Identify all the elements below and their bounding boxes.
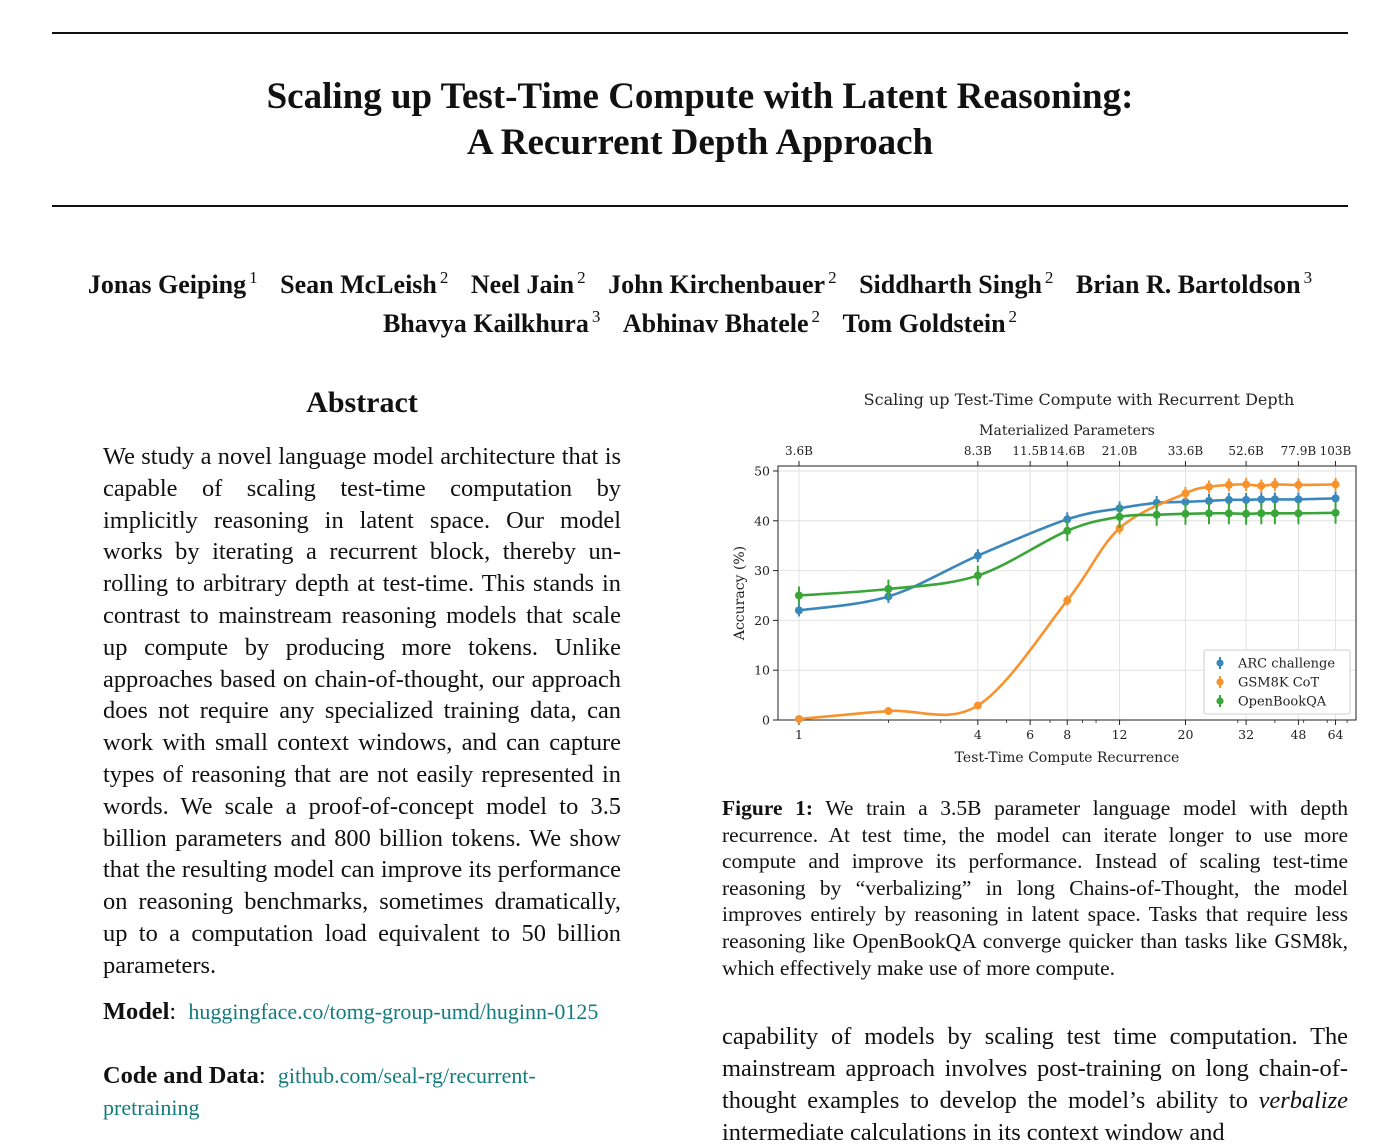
body-text-emphasis: verbalize (1258, 1087, 1348, 1114)
author (471, 262, 586, 301)
y-tick-label: 40 (754, 513, 770, 529)
data-point (1205, 509, 1213, 517)
data-point (1116, 513, 1124, 521)
bottom-rule (52, 205, 1348, 207)
figure-caption (722, 795, 1348, 981)
top-tick-label: 52.6B (1228, 444, 1264, 458)
x-tick-label: 1 (794, 727, 803, 742)
y-tick-label: 20 (754, 612, 770, 628)
data-point (884, 585, 892, 593)
x-tick-label: 6 (1026, 727, 1035, 742)
author-affiliation: 2 (811, 307, 821, 326)
author-affiliation: 2 (1044, 268, 1054, 287)
caption-text: We train a 3.5B parameter language model with depth recurrence. At test time, the model can iterate longer to use more compute and improve its performance. Instead of scaling test-time reasoning by “verbalizing” in long Chains-of-Thought, the model improves entirely by reasoning in latent space. Tasks that require less reasoning like OpenBookQA converge quicker than tasks like GSM8k, which effectively make use of more compute. (722, 796, 1348, 980)
data-point (1242, 480, 1250, 488)
author (623, 301, 820, 340)
data-point (1181, 510, 1189, 518)
data-point (1332, 494, 1340, 502)
x-axis-label: Test-Time Compute Recurrence (954, 750, 1180, 766)
legend-label: OpenBookQA (1238, 694, 1327, 710)
data-point (1257, 482, 1265, 490)
data-point (1225, 509, 1233, 517)
data-point (1271, 495, 1279, 503)
author-affiliation: 3 (591, 307, 601, 326)
legend-label: GSM8K CoT (1238, 675, 1320, 691)
author-name: Brian R. Bartoldson (1075, 270, 1301, 299)
author-list (52, 262, 1348, 340)
top-tick-label: 11.5B (1012, 444, 1048, 458)
title-line-1: Scaling up Test-Time Compute with Latent Reasoning: (266, 76, 1134, 117)
x-tick-label: 4 (973, 727, 982, 742)
top-tick-label: 14.6B (1049, 444, 1086, 458)
x-tick-label: 48 (1290, 727, 1307, 742)
legend-marker (1216, 659, 1223, 666)
author-affiliation: 3 (1303, 268, 1313, 287)
data-point (795, 715, 803, 723)
data-point (1271, 480, 1279, 488)
author (280, 262, 448, 301)
data-point (974, 572, 982, 580)
legend-label: ARC challenge (1238, 656, 1336, 672)
caption-label: Figure 1: (722, 796, 814, 820)
data-point (1271, 509, 1279, 517)
data-point (884, 707, 892, 715)
body-text-start: capability of models by scaling test time computation. The mainstream approach involves post-training on long chain-of-thought examples to develop the model’s ability to (722, 1023, 1348, 1114)
data-point (1205, 483, 1213, 491)
data-point (1332, 509, 1340, 517)
x-tick-label: 20 (1177, 727, 1194, 742)
author (859, 262, 1053, 301)
author-affiliation: 1 (249, 268, 258, 287)
model-link-line: Model: huggingface.co/tomg-group-umd/huginn-0125 (103, 998, 599, 1025)
y-tick-label: 30 (754, 563, 770, 579)
data-point (795, 606, 803, 614)
legend-marker (1216, 678, 1223, 685)
top-tick-label: 3.6B (785, 444, 813, 458)
author (1076, 262, 1312, 301)
data-point (1257, 509, 1265, 517)
author (383, 301, 600, 340)
author-name: Neel Jain (470, 270, 575, 299)
data-point (1153, 511, 1161, 519)
y-tick-label: 0 (762, 712, 770, 728)
x-tick-label: 8 (1063, 727, 1072, 742)
abstract-heading: Abstract (306, 386, 418, 419)
author-affiliation: 2 (1008, 307, 1018, 326)
author-name: Tom Goldstein (842, 309, 1006, 338)
data-point (1181, 489, 1189, 497)
y-tick-label: 10 (754, 662, 770, 678)
figure-1 (720, 380, 1360, 780)
author (88, 262, 258, 301)
data-point (1294, 509, 1302, 517)
abstract-text: We study a novel language model architecture that is capable of scaling test-time computation by implicitly reasoning in latent space. Our model works by iterating a recurrent block, thereby unrolling to arbitrary depth at test-time. This stands in contrast to mainstream reasoning models that scale up compute by producing more tokens. Unlike approaches based on chain-of-thought, our approach does not require any specialized training data, can work with small context windows, and can capture types of reasoning that are not easily represented in words. We scale a proof-of-concept model to 3.5 billion parameters and 800 billion tokens. We show that the resulting model can improve its performance on reasoning benchmarks, sometimes dramatically, up to a computation load equivalent to 50 billion parameters. (103, 443, 621, 979)
paper-title (52, 74, 1348, 166)
author-name: John Kirchenbauer (608, 270, 826, 299)
author (608, 262, 836, 301)
data-point (1332, 480, 1340, 488)
author-affiliation: 2 (828, 268, 837, 287)
data-point (1225, 481, 1233, 489)
top-tick-label: 8.3B (963, 444, 992, 458)
model-label: Model (103, 998, 170, 1025)
data-point (795, 591, 803, 599)
legend-marker (1216, 697, 1223, 704)
author-affiliation: 2 (577, 268, 586, 287)
author (843, 301, 1018, 340)
y-tick-label: 50 (754, 463, 770, 479)
data-point (1063, 527, 1071, 535)
model-link[interactable]: huggingface.co/tomg-group-umd/huginn-0125 (188, 999, 599, 1024)
data-point (1242, 496, 1250, 504)
x-tick-label: 12 (1111, 727, 1128, 742)
author-name: Siddharth Singh (859, 270, 1042, 299)
code-label: Code and Data (103, 1062, 259, 1089)
y-axis-label: Accuracy (%) (732, 545, 748, 641)
data-point (1257, 495, 1265, 503)
x-tick-label: 64 (1327, 727, 1344, 742)
data-point (1063, 596, 1071, 604)
author-name: Abhinav Bhatele (622, 309, 809, 338)
body-text-end: intermediate calculations in its context window and (722, 1119, 1225, 1146)
author-name: Sean McLeish (280, 270, 437, 299)
data-point (1242, 510, 1250, 518)
author-name: Bhavya Kailkhura (382, 309, 589, 338)
chart-title: Scaling up Test-Time Compute with Recurrent Depth (863, 390, 1295, 409)
top-tick-label: 103B (1319, 444, 1352, 458)
data-point (974, 702, 982, 710)
top-axis-label: Materialized Parameters (979, 423, 1155, 439)
title-line-2: A Recurrent Depth Approach (466, 122, 934, 163)
code-link[interactable]: github.com/seal-rg/recurrent-pretraining (103, 1063, 536, 1120)
top-tick-label: 33.6B (1167, 444, 1204, 458)
x-tick-label: 32 (1238, 727, 1255, 742)
data-point (1294, 481, 1302, 489)
accuracy-chart (720, 380, 1360, 780)
top-tick-label: 21.0B (1101, 444, 1138, 458)
author-affiliation: 2 (439, 268, 449, 287)
top-rule (52, 32, 1348, 34)
author-name: Jonas Geiping (87, 270, 247, 299)
code-link-line: Code and Data: github.com/seal-rg/recurrent-pretraining (103, 1062, 536, 1120)
body-paragraph (722, 1021, 1348, 1148)
top-tick-label: 77.9B (1280, 444, 1317, 458)
data-point (974, 552, 982, 560)
data-point (1294, 495, 1302, 503)
